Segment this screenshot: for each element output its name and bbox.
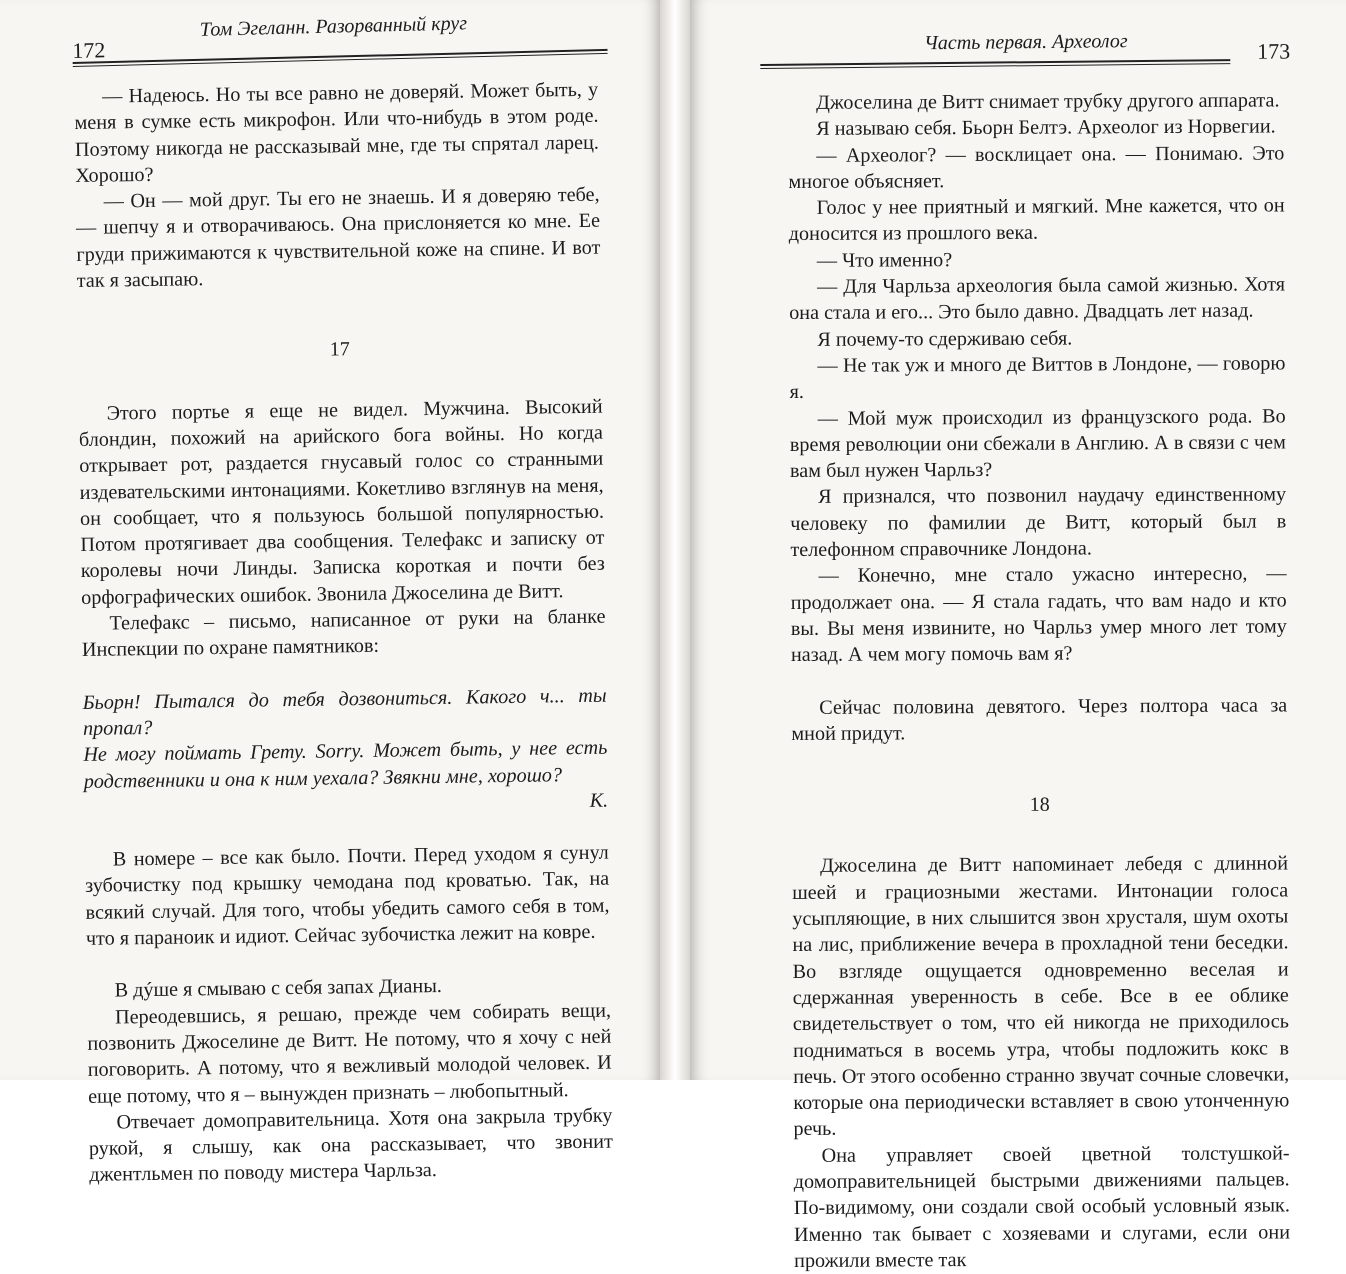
paragraph: Этого портье я еще не видел. Мужчина. Высокий блондин, похожий на арийского бога войны. Но когда открывает рот, раздается гнусавый голос со странными издевательскими интонациями. Кокетливо взглянув на меня, он сообщает, что я пользуюсь большой популярностью. Потом протягивает два сообщения. Телефакс и записку от королевы ночи Линды. Записка короткая и почти без орфографических ошибок. Звонила Джоселина де Витт.: [78, 395, 605, 609]
book-spine-gutter: [660, 0, 690, 1080]
paragraph: — Для Чарльза археология была самой жизнью. Хотя она стала и его... Это было давно. Двадцать лет назад.: [789, 273, 1286, 325]
running-head-left: [72, 5, 613, 63]
paragraph: — Он — мой друг. Ты его не знаешь. И я доверяю тебе, — шепчу я и отворачиваюсь. Она прислоняется ко мне. Ее груди прижимаются к чувствительной коже на спине. И вот так я засыпаю.: [75, 183, 601, 293]
book-title-header: Том Эгеланн. Разорванный круг: [199, 12, 468, 41]
right-page-text: [788, 87, 1290, 1274]
paragraph: — Археолог? — восклицает она. — Понимаю. Это многое объясняет.: [788, 141, 1285, 193]
paragraph: Я почему-то сдерживаю себя.: [817, 327, 1073, 351]
paragraph: — Надеюсь. Но ты все равно не доверяй. Может быть, у меня в сумке есть микрофон. Или что-нибудь в этом роде. Поэтому никогда не рассказывай мне, где ты спрятал ларец. Хорошо?: [74, 78, 600, 187]
part-title-header: Часть первая. Археолог: [923, 30, 1128, 55]
paragraph: Голос у нее приятный и мягкий. Мне кажется, что он доносится из прошлого века.: [788, 194, 1285, 246]
paragraph: Она управляет своей цветной толстушкой-домоправительницей быстрыми движениями пальцев. По-видимому, они создали свой особый условный язык. Именно так бывает с хозяевами и слугами, если они прожили вместе так: [793, 1142, 1291, 1272]
paragraph: Джоселина де Витт снимает трубку другого аппарата.: [816, 89, 1280, 114]
paragraph: — Конечно, мне стало ужасно интересно, — продолжает она. — Я стала гадать, что вам надо и кто вы. Вы меня извините, но Чарльз умер много лет тому назад. А чем могу помочь вам я?: [790, 562, 1287, 667]
left-page: [0, 0, 660, 1187]
paragraph: Джоселина де Витт напоминает лебедя с длинной шеей и грациозными жестами. Интонации голоса усыпляющие, в них слышится звон хрусталя, шум охоты на лис, приближение вечера в прохладной тени беседки. Во взгляде ощущается одновременно веселая и сдержанная уверенность в себе. Все в ее облике свидетельствует о том, что ей никогда не приходилось подниматься в восемь утра, чтобы подложить кокс в печь. От этого особенно странно звучат сочные словечки, которые она периодически вставляет в свою утонченную речь.: [792, 852, 1290, 1141]
paragraph: Переодевшись, я решаю, прежде чем собирать вещи, позвонить Джоселине де Витт. Не потому, что я хочу с ней поговорить. А потому, что я вежливый молодой человек. И еще потому, что я – вынужден признать – любопытный.: [87, 999, 612, 1108]
paragraph: Телефакс – письмо, написанное от руки на бланке Инспекции по охране памятников:: [81, 605, 606, 662]
page-number: 173: [1257, 38, 1291, 64]
chapter-number: 18: [1029, 793, 1050, 816]
paragraph: Я называю себя. Бьорн Белтэ. Археолог из Норвегии.: [816, 115, 1276, 141]
right-page: [690, 0, 1346, 1272]
fax-letter-line: Не могу поймать Грету. Sorry. Может быть, у нее есть родственники и она к ним уехала? Звякни мне, хорошо?: [83, 736, 608, 793]
paragraph: Отвечает домоправительница. Хотя она закрыла трубку рукой, я слышу, как она рассказывает, что звонит джентльмен по поводу мистера Чарльза.: [88, 1104, 613, 1187]
paragraph: В дýше я смываю с себя запах Дианы.: [114, 975, 443, 1002]
paragraph: В номере – все как было. Почти. Перед уходом я сунул зубочистку под крышку чемодана под кроватью. Так, на всякий случай. Для того, чтобы убедить самого себя в том, что я параноик и идиот. Сейчас зубочистка лежит на ковре.: [85, 841, 610, 950]
fax-letter-line: Бьорн! Пытался до тебя дозвониться. Какого ч... ты пропал?: [82, 684, 607, 740]
paragraph: — Мой муж происходил из французского рода. Во время революции они сбежали в Англию. А в связи с чем вам был нужен Чарльз?: [789, 404, 1286, 483]
paragraph: — Не так уж и много де Виттов в Лондоне, — говорю я.: [789, 352, 1286, 404]
header-rule: [760, 59, 1230, 69]
paragraph: Сейчас половина девятого. Через полтора часа за мной придут.: [791, 693, 1288, 745]
paragraph: Я признался, что позвонил наудачу единственному человеку по фамилии де Витт, который был в телефонном справочнике Лондона.: [790, 483, 1287, 562]
page-number: 172: [72, 37, 106, 63]
chapter-number: 17: [329, 338, 350, 361]
header-rule: [73, 49, 608, 67]
paragraph: — Что именно?: [816, 248, 953, 272]
running-head-right: [760, 12, 1291, 64]
left-page-text: [74, 77, 613, 1189]
fax-signature: К.: [589, 789, 609, 812]
